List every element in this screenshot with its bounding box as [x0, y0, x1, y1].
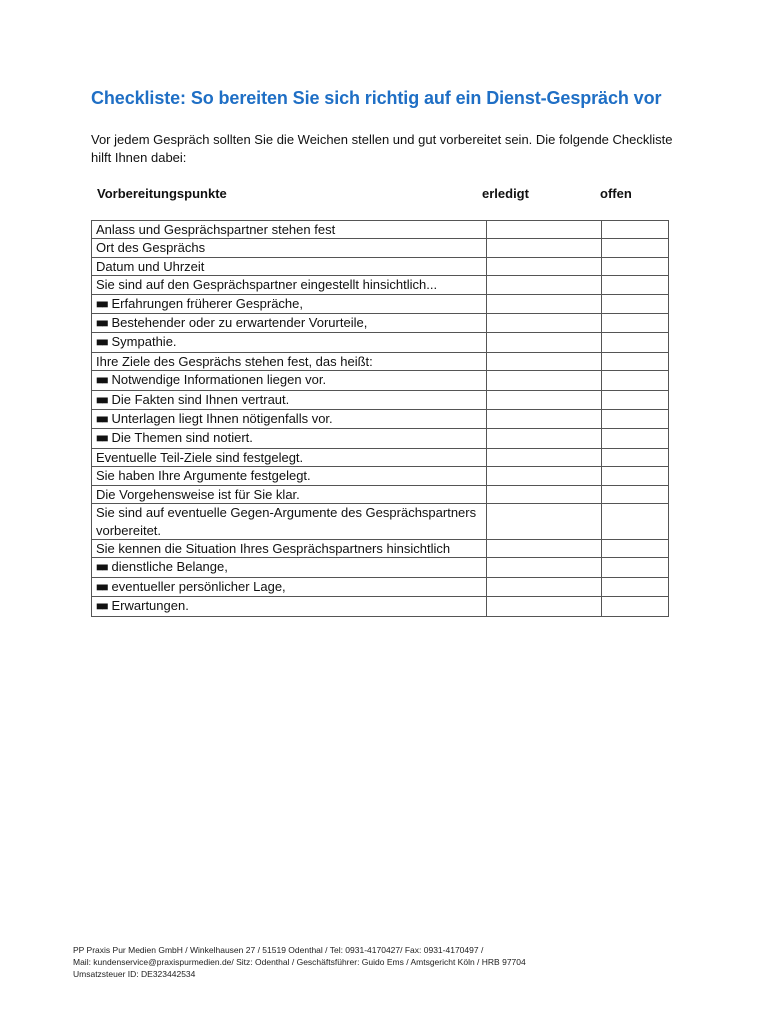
- checklist-item-text: Eventuelle Teil-Ziele sind festgelegt.: [96, 449, 304, 465]
- checkbox-done[interactable]: [486, 539, 602, 557]
- square-bullet-icon: ■■: [96, 392, 107, 407]
- checkbox-done[interactable]: [486, 485, 602, 503]
- checklist-item-text: Sie sind auf eventuelle Gegen-Argumente des Gesprächspartners vorbereitet.: [96, 505, 477, 538]
- checklist-item: [92, 276, 487, 294]
- square-bullet-icon: ■■: [96, 560, 107, 575]
- square-bullet-icon: ■■: [96, 412, 107, 427]
- checkbox-open[interactable]: [602, 333, 669, 352]
- checklist-item: [92, 352, 487, 370]
- checkbox-open[interactable]: [602, 448, 669, 466]
- checklist-item-text: Erfahrungen früherer Gespräche,: [111, 295, 303, 311]
- square-bullet-icon: ■■: [96, 579, 107, 594]
- checklist-item: [92, 429, 487, 448]
- checklist-item: [92, 333, 487, 352]
- checkbox-done[interactable]: [486, 448, 602, 466]
- checklist-row: [92, 504, 669, 540]
- checklist-item-text: Sympathie.: [111, 334, 177, 350]
- footer: [73, 944, 526, 980]
- checkbox-open[interactable]: [602, 239, 669, 257]
- checklist-item-text: Notwendige Informationen liegen vor.: [111, 372, 327, 388]
- checklist-item: [92, 504, 487, 540]
- checkbox-open[interactable]: [602, 221, 669, 239]
- checkbox-open[interactable]: [602, 429, 669, 448]
- checkbox-done[interactable]: [486, 333, 602, 352]
- checklist-item-text: Die Themen sind notiert.: [111, 430, 253, 446]
- checkbox-done[interactable]: [486, 239, 602, 257]
- column-header-points: Vorbereitungspunkte: [97, 186, 227, 201]
- checkbox-done[interactable]: [486, 410, 602, 429]
- checklist-row: [92, 239, 669, 257]
- column-header-done: erledigt: [482, 186, 529, 201]
- checkbox-done[interactable]: [486, 314, 602, 333]
- checklist-row: [92, 390, 669, 409]
- square-bullet-icon: ■■: [96, 599, 107, 614]
- checkbox-done[interactable]: [486, 467, 602, 485]
- checkbox-done[interactable]: [486, 577, 602, 596]
- checkbox-open[interactable]: [602, 539, 669, 557]
- square-bullet-icon: ■■: [96, 431, 107, 446]
- checkbox-open[interactable]: [602, 504, 669, 540]
- checklist-row: [92, 371, 669, 390]
- intro-paragraph: Vor jedem Gespräch sollten Sie die Weichen stellen und gut vorbereitet sein. Die folgende Checkliste hilft Ihnen dabei:: [91, 132, 673, 165]
- checklist-item-text: Sie haben Ihre Argumente festgelegt.: [96, 468, 311, 484]
- checkbox-done[interactable]: [486, 294, 602, 313]
- checklist-row: [92, 294, 669, 313]
- checkbox-open[interactable]: [602, 485, 669, 503]
- checklist-item-text: Ihre Ziele des Gesprächs stehen fest, das heißt:: [96, 353, 373, 369]
- checklist-row: [92, 429, 669, 448]
- checkbox-done[interactable]: [486, 504, 602, 540]
- checkbox-done[interactable]: [486, 597, 602, 616]
- checkbox-done[interactable]: [486, 558, 602, 577]
- checklist-item-text: Bestehender oder zu erwartender Vorurteile,: [111, 315, 368, 331]
- checklist-body: [92, 221, 669, 617]
- checklist-row: [92, 257, 669, 275]
- checklist-item: [92, 448, 487, 466]
- checklist-item-text: eventueller persönlicher Lage,: [111, 578, 286, 594]
- checklist-table: [91, 220, 669, 617]
- checklist-item: [92, 239, 487, 257]
- checklist-row: [92, 410, 669, 429]
- checkbox-done[interactable]: [486, 221, 602, 239]
- checklist-row: [92, 558, 669, 577]
- checklist-item-text: Anlass und Gesprächspartner stehen fest: [96, 222, 336, 237]
- checklist-item: [92, 314, 487, 333]
- checklist-item-text: Erwartungen.: [111, 598, 189, 614]
- square-bullet-icon: ■■: [96, 316, 107, 331]
- checklist-item-text: Sie kennen die Situation Ihres Gesprächspartners hinsichtlich: [96, 540, 451, 556]
- checklist-item-text: Die Fakten sind Ihnen vertraut.: [111, 391, 290, 407]
- checkbox-done[interactable]: [486, 352, 602, 370]
- footer-line-1: PP Praxis Pur Medien GmbH / Winkelhausen 27 / 51519 Odenthal / Tel: 0931-4170427/ Fax: 0931-4170497 /: [73, 945, 484, 955]
- checklist-item: [92, 390, 487, 409]
- checkbox-done[interactable]: [486, 390, 602, 409]
- square-bullet-icon: ■■: [96, 373, 107, 388]
- checklist-item-text: dienstliche Belange,: [111, 559, 228, 575]
- checkbox-open[interactable]: [602, 577, 669, 596]
- checklist-item: [92, 577, 487, 596]
- checkbox-open[interactable]: [602, 276, 669, 294]
- checkbox-done[interactable]: [486, 257, 602, 275]
- checklist-item-text: Sie sind auf den Gesprächspartner eingestellt hinsichtlich...: [96, 277, 438, 293]
- checkbox-done[interactable]: [486, 429, 602, 448]
- checklist-item: [92, 485, 487, 503]
- page-title: Checkliste: So bereiten Sie sich richtig auf ein Dienst-Gespräch vor: [91, 88, 662, 108]
- footer-line-3: Umsatzsteuer ID: DE323442534: [73, 969, 196, 979]
- checklist-item: [92, 221, 487, 239]
- checklist-item: [92, 410, 487, 429]
- checklist-row: [92, 577, 669, 596]
- checkbox-open[interactable]: [602, 467, 669, 485]
- checklist-row: [92, 276, 669, 294]
- checkbox-open[interactable]: [602, 597, 669, 616]
- checklist-row: [92, 333, 669, 352]
- checkbox-open[interactable]: [602, 390, 669, 409]
- square-bullet-icon: ■■: [96, 296, 107, 311]
- checkbox-done[interactable]: [486, 371, 602, 390]
- checkbox-open[interactable]: [602, 314, 669, 333]
- column-header-open: offen: [600, 186, 632, 201]
- checklist-item: [92, 257, 487, 275]
- checkbox-open[interactable]: [602, 352, 669, 370]
- checklist-item: [92, 371, 487, 390]
- square-bullet-icon: ■■: [96, 335, 107, 350]
- checklist-row: [92, 221, 669, 239]
- checklist-item-text: Datum und Uhrzeit: [96, 258, 205, 274]
- checklist-item: [92, 467, 487, 485]
- checklist-row: [92, 485, 669, 503]
- checklist-row: [92, 467, 669, 485]
- checklist-item-text: Ort des Gesprächs: [96, 240, 206, 256]
- checkbox-open[interactable]: [602, 558, 669, 577]
- checklist-item-text: Die Vorgehensweise ist für Sie klar.: [96, 486, 300, 502]
- checklist-row: [92, 352, 669, 370]
- checkbox-open[interactable]: [602, 371, 669, 390]
- checkbox-open[interactable]: [602, 257, 669, 275]
- checklist-item: [92, 597, 487, 616]
- checkbox-open[interactable]: [602, 410, 669, 429]
- checkbox-open[interactable]: [602, 294, 669, 313]
- checklist-item: [92, 558, 487, 577]
- checklist-row: [92, 314, 669, 333]
- checklist-row: [92, 597, 669, 616]
- checklist-row: [92, 448, 669, 466]
- checklist-item: [92, 539, 487, 557]
- checkbox-done[interactable]: [486, 276, 602, 294]
- checklist-item: [92, 294, 487, 313]
- checklist-row: [92, 539, 669, 557]
- footer-line-2: Mail: kundenservice@praxispurmedien.de/ Sitz: Odenthal / Geschäftsführer: Guido Ems / Amtsgericht Köln / HRB 97704: [73, 957, 526, 967]
- checklist-item-text: Unterlagen liegt Ihnen nötigenfalls vor.: [111, 411, 333, 427]
